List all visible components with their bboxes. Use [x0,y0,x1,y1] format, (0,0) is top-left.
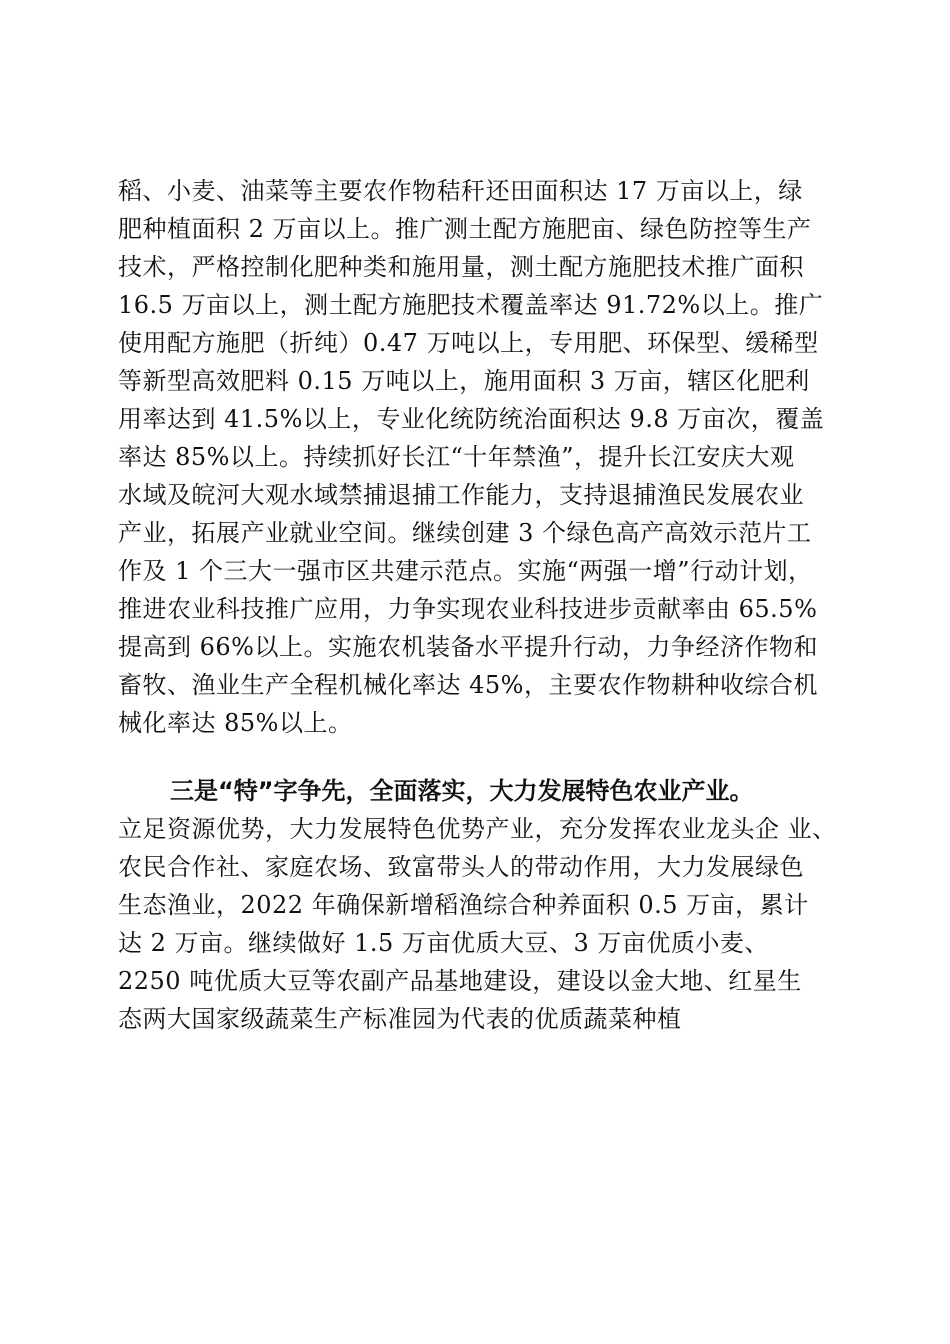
text-line: 生态渔业，2022 年确保新增稻渔综合种养面积 0.5 万亩，累计 [118,891,809,919]
text-line: 械化率达 85%以上。 [118,709,353,737]
text-line: 用率达到 41.5%以上，专业化统防统治面积达 9.8 万亩次，覆盖 [118,405,825,433]
text-line: 水域及皖河大观水域禁捕退捕工作能力，支持退捕渔民发展农业 [118,481,804,509]
text-line: 2250 吨优质大豆等农副产品基地建设，建设以金大地、红星生 [118,967,802,995]
text-line: 稻、小麦、油菜等主要农作物秸秆还田面积达 17 万亩以上，绿 [118,177,803,205]
text-line: 产业，拓展产业就业空间。继续创建 3 个绿色高产高效示范片工 [118,519,812,547]
text-line: 达 2 万亩。继续做好 1.5 万亩优质大豆、3 万亩优质小麦、 [118,929,769,957]
text-line: 态两大国家级蔬菜生产标准园为代表的优质蔬菜种植 [118,1005,682,1033]
text-line: 肥种植面积 2 万亩以上。推广测土配方施肥亩、绿色防控等生产 [118,215,812,243]
text-line: 推进农业科技推广应用，力争实现农业科技进步贡献率由 65.5% [118,595,818,623]
text-line: 畜牧、渔业生产全程机械化率达 45%，主要农作物耕种收综合机 [118,671,818,699]
text-line: 等新型高效肥料 0.15 万吨以上，施用面积 3 万亩，辖区化肥利 [118,367,810,395]
text-line: 立足资源优势，大力发展特色优势产业，充分发挥农业龙头企 业、 [118,815,837,843]
section-heading: 三是“特”字争先，全面落实，大力发展特色农业产业。 [170,777,754,805]
text-line: 率达 85%以上。持续抓好长江“十年禁渔”，提升长江安庆大观 [118,443,795,471]
text-line: 16.5 万亩以上，测土配方施肥技术覆盖率达 91.72%以上。推广 [118,291,824,319]
paragraph-agriculture-measures [118,172,838,742]
text-line: 作及 1 个三大一强市区共建示范点。实施“两强一增”行动计划， [118,557,813,585]
text-line: 提高到 66%以上。实施农机装备水平提升行动，力争经济作物和 [118,633,818,661]
text-line: 农民合作社、家庭农场、致富带头人的带动作用，大力发展绿色 [118,853,804,881]
text-line: 技术，严格控制化肥种类和施用量，测土配方施肥技术推广面积 [118,253,804,281]
section-three [118,772,838,1038]
text-line: 使用配方施肥（折纯）0.47 万吨以上，专用肥、环保型、缓稀型 [118,329,819,357]
